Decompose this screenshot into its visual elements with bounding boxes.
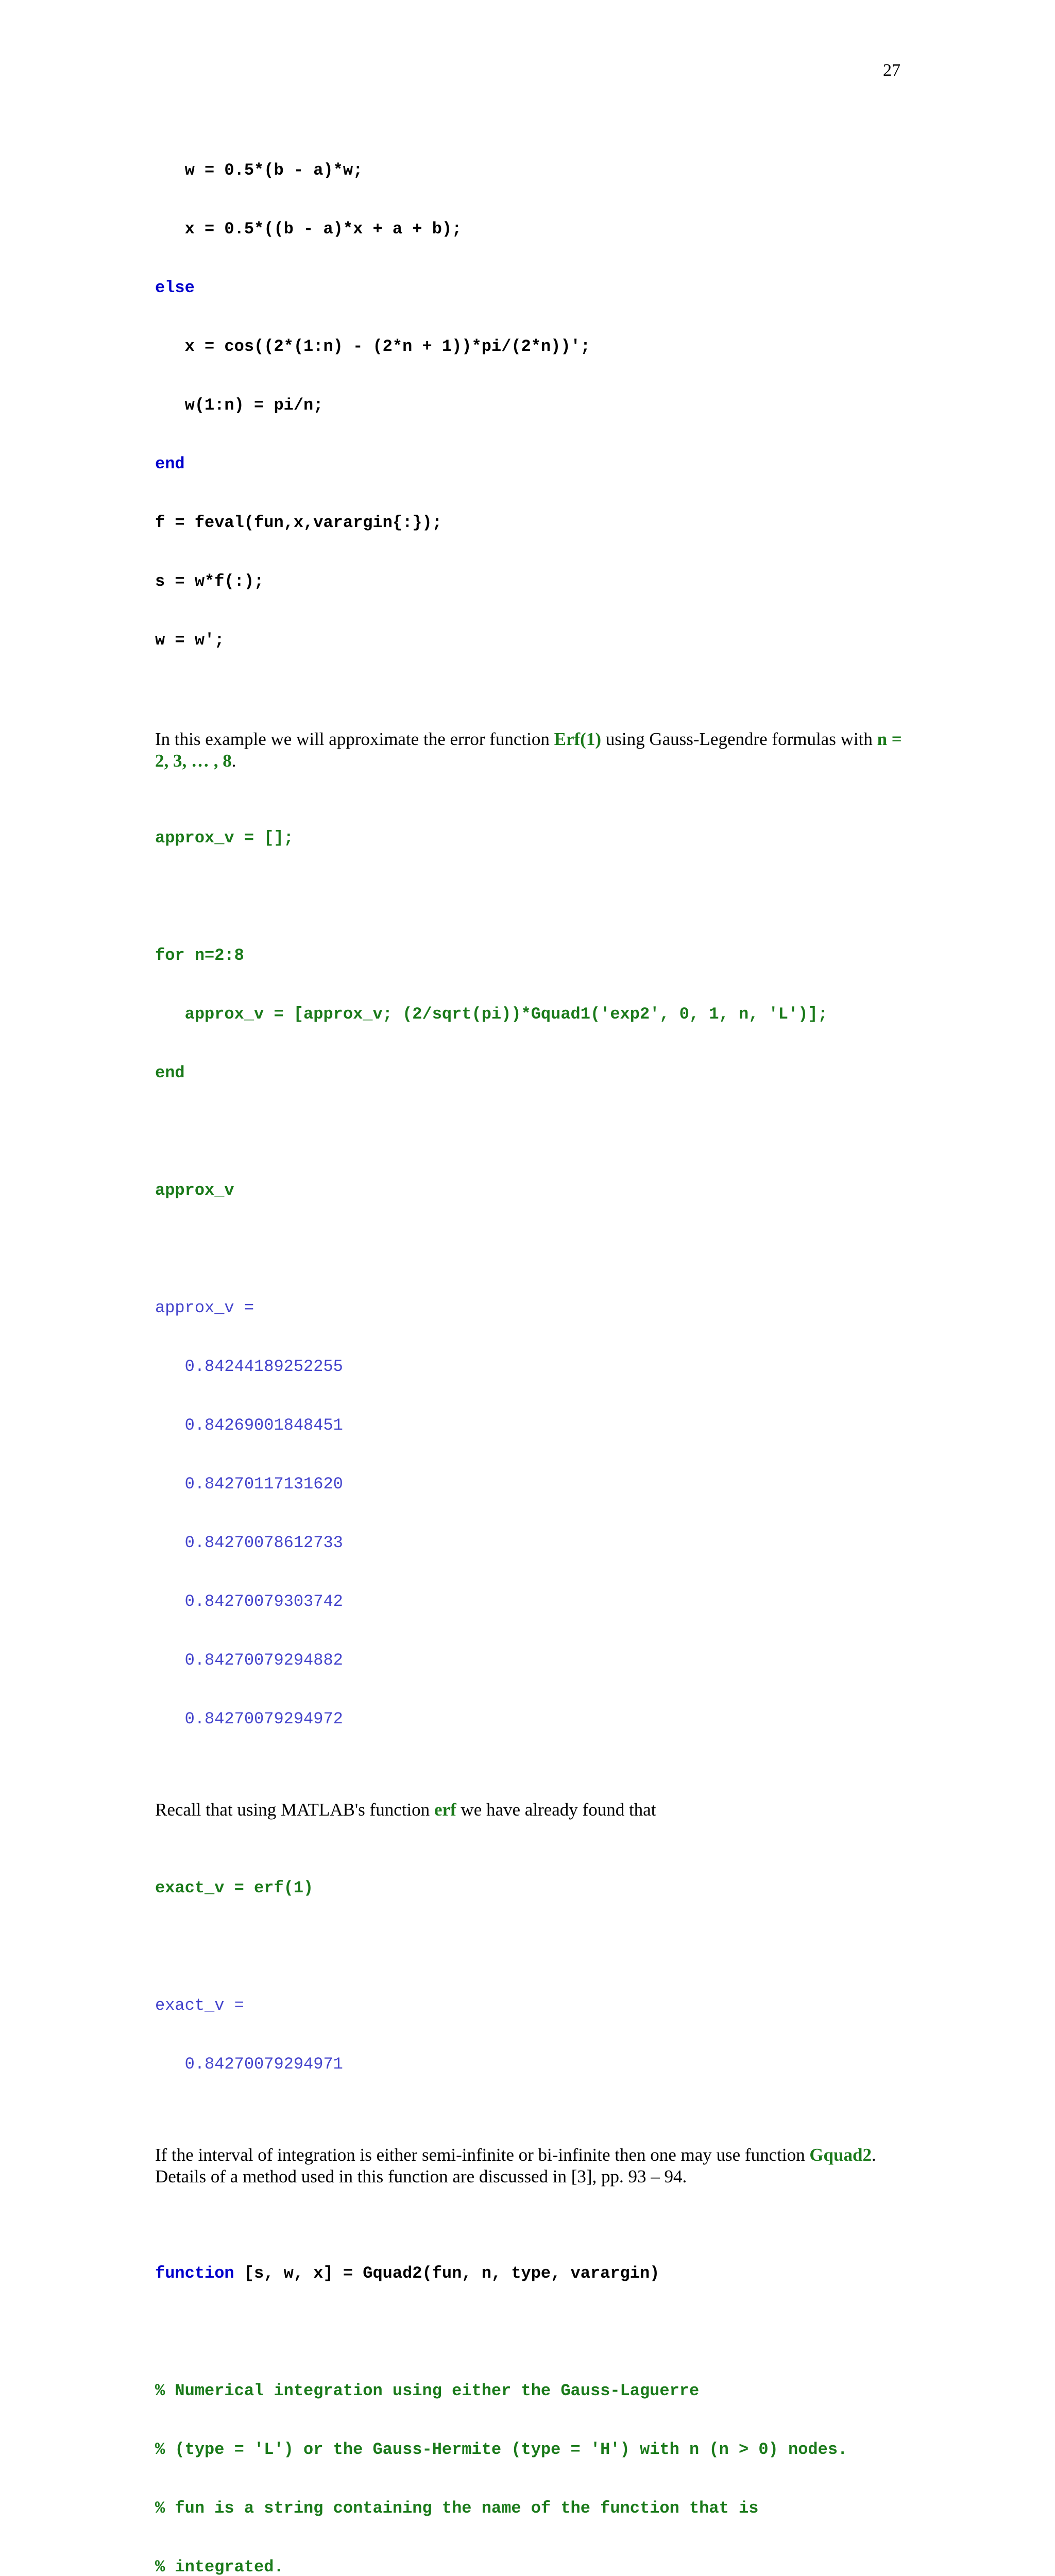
output-value: 0.84270078612733 <box>155 1533 343 1552</box>
code-line: for n=2:8 <box>155 946 244 965</box>
paragraph-recall-erf <box>155 1799 907 1821</box>
output-value: 0.84270079294972 <box>155 1709 343 1728</box>
code-line: exact_v = erf(1) <box>155 1878 314 1897</box>
paragraph-erf-approximation <box>155 728 907 772</box>
highlight-text: erf <box>434 1800 456 1820</box>
code-line: s = w*f(:); <box>155 572 264 591</box>
code-block-example <box>155 789 907 1768</box>
output-value: 0.84270079294971 <box>155 2055 343 2074</box>
text: . <box>231 751 236 771</box>
code-line: approx_v = []; <box>155 828 294 848</box>
code-line: w = 0.5*(b - a)*w; <box>155 161 363 180</box>
text: using Gauss-Legendre formulas with <box>601 729 877 749</box>
code-line-keyword: else <box>155 278 195 297</box>
code-line: w = w'; <box>155 631 225 650</box>
signature: [s, w, x] = Gquad2(fun, n, type, varargin) <box>234 2264 660 2283</box>
code-line: approx_v = [approx_v; (2/sqrt(pi))*Gquad1('exp2', 0, 1, n, 'L')]; <box>155 1005 828 1024</box>
code-line-keyword: end <box>155 454 185 473</box>
output-label: exact_v = <box>155 1996 244 2015</box>
output-value: 0.84270117131620 <box>155 1475 343 1494</box>
output-label: approx_v = <box>155 1298 254 1317</box>
comment-line: % fun is a string containing the name of the function that is <box>155 2499 759 2518</box>
text: In this example we will approximate the error function <box>155 729 554 749</box>
page-content <box>155 122 907 2576</box>
text: Recall that using MATLAB's function <box>155 1800 434 1820</box>
code-block-exact <box>155 1839 907 2113</box>
output-value: 0.84270079294882 <box>155 1651 343 1670</box>
code-line: x = 0.5*((b - a)*x + a + b); <box>155 219 462 239</box>
code-line: w(1:n) = pi/n; <box>155 396 324 415</box>
code-line: end <box>155 1063 185 1082</box>
highlight-text: n = 2, 3, … , 8 <box>155 729 902 771</box>
comment-line: % integrated. <box>155 2557 284 2576</box>
output-value: 0.84270079303742 <box>155 1592 343 1611</box>
highlight-text: Gquad2 <box>809 2145 872 2165</box>
keyword: function <box>155 2264 234 2283</box>
comment-line: % Numerical integration using either the Gauss-Laguerre <box>155 2381 700 2400</box>
page-number: 27 <box>883 61 900 80</box>
text: we have already found that <box>456 1800 656 1820</box>
code-line: x = cos((2*(1:n) - (2*n + 1))*pi/(2*n))'; <box>155 337 590 356</box>
code-line: approx_v <box>155 1181 234 1200</box>
highlight-text: Erf(1) <box>554 729 601 749</box>
paragraph-gquad2-intro <box>155 2144 907 2188</box>
comment-line: % (type = 'L') or the Gauss-Hermite (type = 'H') with n (n > 0) nodes. <box>155 2440 848 2459</box>
code-line: f = feval(fun,x,varargin{:}); <box>155 513 442 532</box>
output-value: 0.84244189252255 <box>155 1357 343 1376</box>
text: . Details of a method used in this function are discussed in [3], pp. 93 – 94. <box>155 2145 876 2187</box>
code-line-function-signature <box>155 2264 907 2283</box>
code-block-top <box>155 122 907 689</box>
code-block-gquad2 <box>155 2225 907 2576</box>
output-value: 0.84269001848451 <box>155 1416 343 1435</box>
text: If the interval of integration is either semi-infinite or bi-infinite then one may use function <box>155 2145 810 2165</box>
